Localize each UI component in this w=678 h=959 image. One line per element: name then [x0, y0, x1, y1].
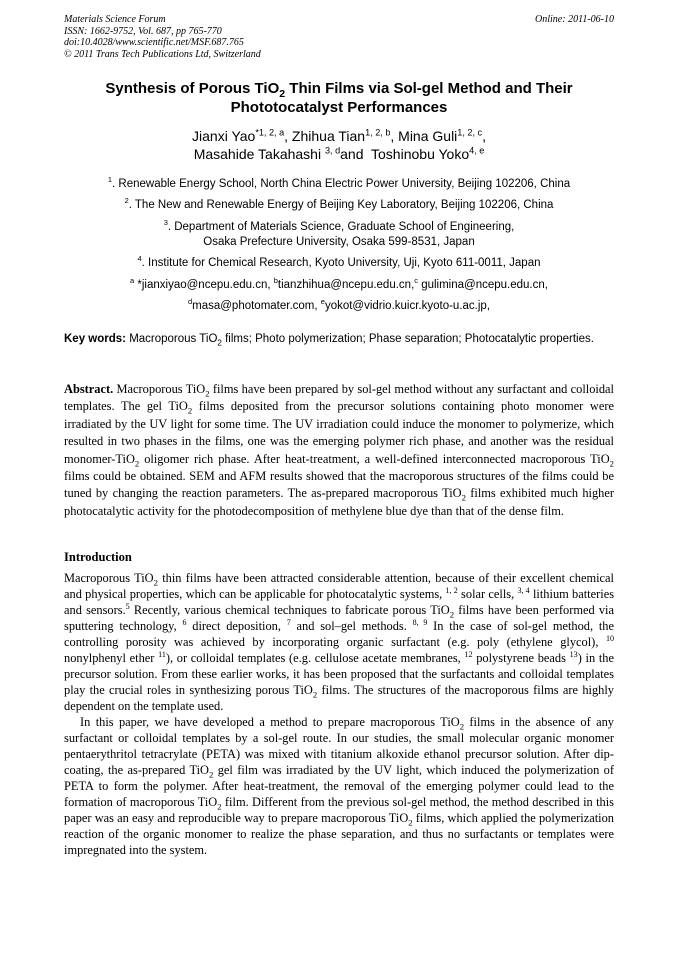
affiliation-3-line-2: [40, 234, 638, 250]
citation[interactable]: 10: [605, 633, 614, 643]
citation[interactable]: 11: [158, 649, 166, 659]
author-sup: *1, 2, a: [255, 127, 285, 138]
email-line-2: [40, 298, 638, 314]
email-link[interactable]: gulimina@ncepu.edu.cn,: [418, 279, 548, 291]
keywords: Key words: Macroporous TiO$_2$ films; Photo polymerization; Phase separation; Photocatalytic properties.: [64, 333, 594, 348]
aff-sup: 2: [124, 196, 129, 206]
email-sup: d: [187, 297, 193, 307]
author-name: Masahide Takahashi: [193, 146, 325, 162]
intro-paragraph-2: In this paper, we have developed a method to prepare macroporous TiO$_2$ films in the absence of any surfactant or colloidal templates by a sol-gel route. In our studies, the small molecular organic monomer pentaerythritol tetracrylate (PETA) was mixed with titanium alkoxide ethanol precursor solution. After dip-coating, the as-prepared TiO$_2$ gel film was irradiated by the UV light, which induced the polymerization of PETA to form the polymer. After heat-treatment, the removal of the emerging polymer could lead to the formation of macroporous TiO$_2$ film. Different from the previous sol-gel method, the method described in this paper was an easy and reproducible way to prepare macroporous TiO$_2$ films, which applied the polymerization reaction of the organic monomer to realize the phase separation, and thus no surfactants or templates were impregnated into the system.: [64, 715, 614, 857]
author-name: Jianxi Yao: [192, 128, 256, 144]
citation[interactable]: 7: [286, 617, 291, 627]
author-line-1: [64, 127, 614, 145]
author-sup: 1, 2, c: [457, 127, 483, 138]
abstract: Abstract. Macroporous TiO$_2$ films have been prepared by sol-gel method without any surfactant and colloidal templates. The gel TiO$_2$ films deposited from the precursor solutions containing photo monomer were irradiated by the UV light for some time. The UV irradiation could induce the monomer to polymerize, which resulted in two phases in the films, one was the emerging polymer rich phase, and another was the residual monomer-TiO$_2$ oligomer rich phase. After heat-treatment, a well-defined interconnected macroporous TiO$_2$ films could be obtained. SEM and AFM results showed that the macroporous structures of the films could be tuned by changing the reaction parameters. The as-prepared macroporous TiO$_2$ films exhibited much higher photocatalytic activity for the photodecomposition of methylene blue dye than that of the dense film.: [64, 382, 615, 518]
author-line-2: [64, 145, 614, 163]
email-link[interactable]: tianzhihua@ncepu.edu.cn,: [277, 279, 415, 291]
keywords-label: Key words:: [64, 333, 126, 345]
title-part1: Synthesis of Porous TiO: [105, 80, 280, 97]
author-name: , Mina Guli: [390, 128, 458, 144]
paper-title: [64, 79, 614, 117]
journal-name: Materials Science Forum: [64, 14, 166, 25]
title-sub: 2: [279, 88, 286, 100]
citation[interactable]: 3, 4: [517, 585, 530, 595]
section-heading-introduction: Introduction: [64, 550, 132, 564]
aff-sup: 3: [163, 218, 168, 228]
citation[interactable]: 13: [569, 649, 578, 659]
citation[interactable]: 12: [464, 649, 473, 659]
issn: ISSN: 1662-9752, Vol. 687, pp 765-770: [64, 25, 222, 37]
email-sup: a: [130, 276, 135, 286]
aff-sup: 4: [137, 254, 142, 264]
author-sup: 3, d: [324, 145, 341, 156]
email-line-1: [40, 277, 638, 293]
citation[interactable]: 8, 9: [412, 617, 428, 627]
online-date: Online: 2011-06-10: [535, 14, 614, 25]
email-sup: b: [273, 276, 278, 286]
email-link[interactable]: masa@photomater.com,: [192, 300, 321, 312]
email-link[interactable]: yokot@vidrio.kuicr.kyoto-u.ac.jp,: [324, 300, 491, 312]
author-name: , Zhihua Tian: [284, 128, 366, 144]
author-name: and Toshinobu Yoko: [340, 146, 470, 162]
author-list: [64, 127, 614, 163]
aff-text: . Department of Materials Science, Graduate School of Engineering,: [167, 221, 515, 233]
aff-text: . The New and Renewable Energy of Beijing Key Laboratory, Beijing 102206, China: [128, 199, 554, 211]
journal-header: [64, 14, 614, 60]
citation[interactable]: 1, 2: [445, 585, 458, 595]
aff-text: Osaka Prefecture University, Osaka 599-8531, Japan: [203, 236, 475, 248]
affiliation-2: [40, 197, 638, 213]
aff-text: . Renewable Energy School, North China Electric Power University, Beijing 102206, China: [112, 178, 571, 190]
affiliation-4: [40, 255, 638, 271]
aff-text: . Institute for Chemical Research, Kyoto University, Uji, Kyoto 611-0011, Japan: [141, 257, 541, 269]
author-sup: 4, e: [469, 145, 485, 156]
copyright: © 2011 Trans Tech Publications Ltd, Switzerland: [64, 48, 261, 60]
email-sup: c: [414, 276, 418, 286]
citation[interactable]: 5: [125, 601, 130, 611]
affiliation-1: [40, 176, 638, 192]
intro-paragraph-1: Macroporous TiO$_2$ thin films have been attracted considerable attention, because of their excellent chemical and physical properties, which can be applicable for photocatalytic systems, $^{1, 2}$ solar cells, $^{3, 4}$ lithium batteries and sensors.$^5$ Recently, various chemical techniques to fabricate porous TiO$_2$ films have been performed via sputtering technology, $^6$ direct deposition, $^7$ and sol–gel methods. $^{8, 9}$ In the case of sol-gel method, the controlling porosity was achieved by incorporating organic surfactant (e.g. poly (ethylene glycol), $^{10}$ nonylphenyl ether $^{11}$), or colloidal templates (e.g. cellulose acetate membranes, $^{12}$ polystyrene beads $^{13}$) in the precursor solution. From these earlier works, it has been proposed that the surfactants and colloidal templates play the crucial roles in synthesizing porous TiO$_2$ films. The structures of the macroporous films are highly dependent on the template used.: [64, 571, 615, 713]
aff-sup: 1: [107, 175, 113, 185]
abstract-label: Abstract.: [64, 382, 114, 396]
email-link[interactable]: *jianxiyao@ncepu.edu.cn,: [134, 279, 274, 291]
title-part2: Thin Films via Sol-gel Method and Their Phototocatalyst Performances: [230, 80, 573, 116]
citation[interactable]: 6: [182, 617, 187, 627]
affiliation-3: [40, 219, 638, 235]
author-sup: 1, 2, b: [365, 127, 391, 138]
author-sep: ,: [482, 128, 486, 144]
doi: doi:10.4028/www.scientific.net/MSF.687.765: [64, 37, 244, 48]
email-sup: e: [320, 297, 325, 307]
